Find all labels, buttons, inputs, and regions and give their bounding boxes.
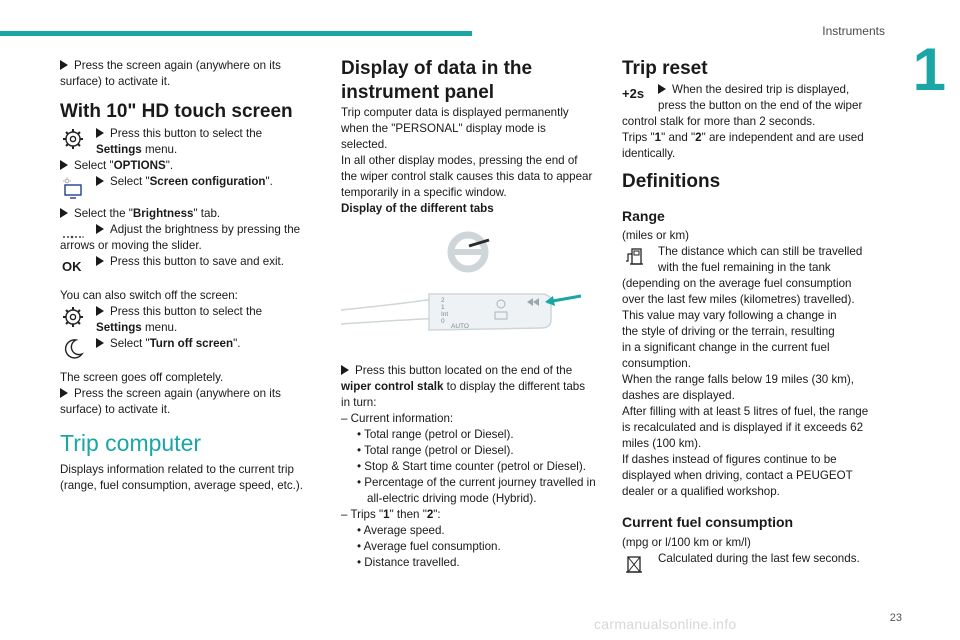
bullet-arrow-icon — [60, 160, 68, 170]
hold-2s-icon: +2s — [622, 86, 645, 101]
header-accent-bar — [0, 31, 472, 36]
bullet-arrow-icon — [60, 388, 68, 398]
bullet-arrow-icon — [96, 256, 104, 266]
stalk-label-auto: AUTO — [451, 323, 469, 330]
bullet-arrow-icon — [96, 176, 104, 186]
cfc-icon-row: Calculated during the last few seconds. — [622, 551, 884, 567]
bullet-arrow-icon — [60, 208, 68, 218]
steps-screen-off: You can also switch off the screen: Press this button to select the Settings menu. Select "Turn off screen". The screen goes off completely. Press the screen again (anywhere on its surface) to activate it. — [60, 288, 320, 418]
heading-display-data: Display of data in the instrument panel — [341, 58, 533, 103]
trip-computer-intro: Displays information related to the current trip (range, fuel consumption, average speed, etc.). — [60, 463, 303, 492]
heading-trip-reset: Trip reset — [622, 58, 708, 79]
page-number: 23 — [889, 612, 902, 624]
wiper-stalk-illustration — [341, 220, 603, 360]
heading-current-fuel-consumption: Current fuel consumption — [622, 514, 794, 530]
gear-icon — [62, 306, 84, 328]
screen-brightness-icon — [62, 177, 84, 199]
fuel-pump-icon — [624, 246, 646, 268]
cfc-text: (mpg or l/100 km or km/l) Calculated during the last few seconds. — [622, 535, 884, 567]
trip-reset-text: +2s When the desired trip is displayed, press the button on the end of the wiper control stalk for more than 2 seconds. Trips "1" and "2" are independent and are used identically. — [622, 82, 884, 162]
watermark: carmanualsonline.info — [594, 616, 737, 632]
stalk-label-1: 1 — [441, 304, 445, 311]
step-brightness-tab: Select the "Brightness" tab. — [60, 206, 320, 222]
ok-icon: OK — [62, 259, 82, 274]
step-ok: OK Press this button to save and exit. — [60, 254, 320, 286]
section-title: Instruments — [822, 24, 885, 38]
stalk-label-int: Int — [441, 311, 449, 318]
heading-range: Range — [622, 208, 665, 224]
step-screen-config: Select "Screen configuration". — [60, 174, 320, 206]
slider-dots-icon — [62, 226, 84, 248]
bullet-arrow-icon — [96, 338, 104, 348]
gear-icon — [62, 128, 84, 150]
stalk-label-2: 2 — [441, 297, 445, 304]
bullet-arrow-icon — [96, 224, 104, 234]
stalk-label-0: 0 — [441, 318, 445, 325]
range-icon-row: The distance which can still be travelled with the fuel remaining in the tank — [622, 244, 884, 276]
range-text: (miles or km) The distance which can still be travelled with the fuel remaining in the tank (depending on the average fuel consumption over the last few miles (kilometres) travelled). This value may vary following a change in the style of driving or the terrain, resulting in a significant change in the current fuel consumption. When the range falls below 19 miles (30 km), dashes are displayed. After filling with at least 5 litres of fuel, the range is recalculated and is displayed if it exceeds 62 miles (100 km). If dashes instead of figures continue to be displayed when driving, contact a PEUGEOT dealer or a qualified workshop. — [622, 228, 884, 500]
step-adjust: Adjust the brightness by pressing the arrows or moving the slider. — [60, 223, 301, 252]
step-reactivate: Press the screen again (anywhere on its surface) to activate it. — [60, 59, 281, 88]
bullet-arrow-icon — [658, 84, 666, 94]
fuel-gauge-icon — [624, 553, 646, 575]
bullet-arrow-icon — [96, 128, 104, 138]
heading-touch-screen: With 10" HD touch screen — [60, 101, 293, 122]
moon-icon — [62, 338, 84, 360]
bullet-arrow-icon — [96, 306, 104, 316]
heading-trip-computer: Trip computer — [60, 430, 202, 456]
heading-definitions: Definitions — [622, 171, 721, 192]
display-intro: Trip computer data is displayed permanently when the "PERSONAL" display mode is selected. In all other display modes, pressing the end of the wiper control stalk causes this data to appear temporarily in a specific window. Display of the different tabs — [341, 106, 593, 215]
step-options: Select "OPTIONS". — [60, 158, 320, 174]
bullet-arrow-icon — [60, 60, 68, 70]
tabs-description: Press this button located on the end of the wiper control stalk to display the different tabs in turn: – Current information: • Total range (petrol or Diesel). • Total range (petrol or Diesel). • Stop & Start time counter (petrol or Diesel). • Percentage of the current journey travelled in all-electric driving mode (Hybrid). – Trips "1" then "2": • Average speed. • Average fuel consumption. • Distance travelled. — [341, 364, 596, 569]
steps-brightness — [60, 126, 320, 286]
chapter-number: 1 — [912, 36, 946, 103]
step-settings-2: Press this button to select the Settings menu. — [60, 304, 320, 336]
step-reset: +2s When the desired trip is displayed, press the button on the end of the wiper — [622, 83, 863, 112]
step-turn-off: Select "Turn off screen". — [60, 336, 320, 370]
bullet-arrow-icon — [341, 365, 349, 375]
step-settings: Press this button to select the Settings menu. — [60, 126, 320, 158]
